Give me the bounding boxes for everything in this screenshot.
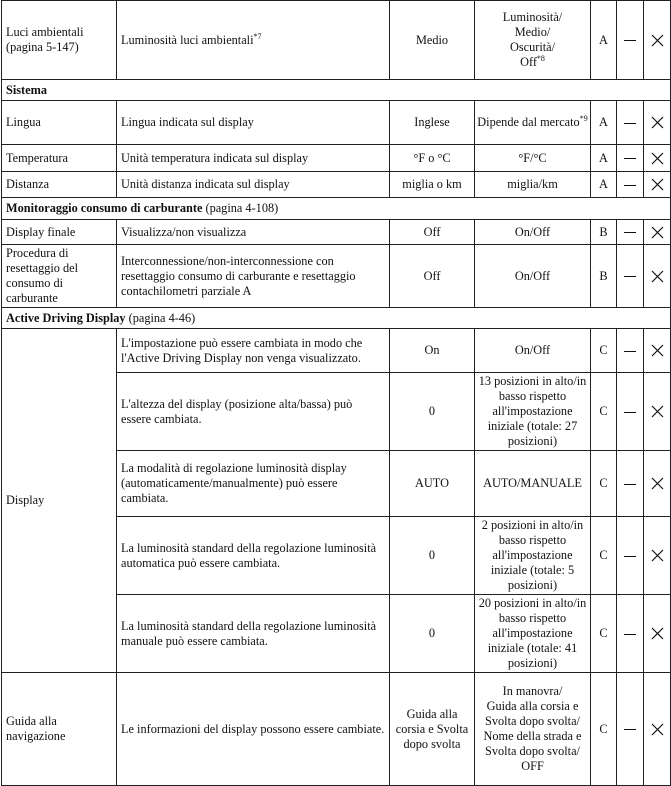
mode-cell: [591, 145, 617, 172]
item-description: [117, 101, 390, 145]
options-text: Luminosità/ Medio/ Oscurità/ Off: [502, 10, 563, 69]
unavailable-cell: [617, 101, 644, 145]
options-value: [475, 220, 591, 245]
item-description: [117, 245, 390, 308]
section-header: [2, 80, 671, 101]
description-text: Visualizza/non visualizza: [121, 224, 247, 239]
item-name: [2, 145, 117, 172]
table-row: [2, 329, 671, 373]
item-description: [117, 373, 390, 451]
section-row: [2, 80, 671, 101]
mode-cell: [591, 101, 617, 145]
default-text: Guida alla corsia e Svolta dopo svolta: [395, 706, 469, 751]
cross-icon: [651, 477, 664, 490]
item-name-text: Temperatura: [6, 150, 68, 165]
mode-cell: [591, 172, 617, 198]
description-text: Interconnessione/non-interconnessione con resettaggio consumo di carburante e resettaggio contachilometri parziale A: [121, 253, 356, 298]
default-value: [390, 1, 475, 80]
options-value: [475, 595, 591, 673]
options-text: On/Off: [514, 268, 551, 283]
footnote-marker: *9: [579, 113, 588, 123]
cross-icon: [651, 152, 664, 165]
default-value: [390, 595, 475, 673]
section-page-ref: (pagina 4-46): [125, 310, 196, 325]
options-value: [475, 517, 591, 595]
cross-icon: [651, 549, 664, 562]
cross-icon: [651, 226, 664, 239]
unavailable-cell: [617, 673, 644, 786]
item-name: [2, 220, 117, 245]
mode-letter: C: [599, 343, 608, 357]
item-name-text: Distanza: [6, 177, 50, 191]
mode-letter: A: [599, 115, 608, 129]
default-value: [390, 673, 475, 786]
item-name: [2, 172, 117, 198]
cross-icon: [651, 723, 664, 736]
unavailable-cell: [617, 373, 644, 451]
mode-letter: A: [599, 177, 608, 191]
table-row: [2, 172, 671, 198]
item-name-text: Procedura di resettaggio del consumo di carburante: [6, 246, 79, 305]
cross-icon: [651, 178, 664, 191]
mode-cell: [591, 517, 617, 595]
options-value: [475, 451, 591, 517]
item-name: [2, 673, 117, 786]
item-description: [117, 329, 390, 373]
settings-table: [1, 0, 671, 786]
default-value: [390, 451, 475, 517]
default-text: Medio: [415, 32, 449, 47]
dash-icon: [624, 556, 636, 557]
mode-letter: B: [599, 224, 608, 239]
item-name: [2, 245, 117, 308]
default-text: °F o °C: [413, 150, 451, 165]
cross-icon: [651, 270, 664, 283]
mode-letter: C: [599, 404, 608, 418]
options-value: [475, 373, 591, 451]
item-description: [117, 595, 390, 673]
cross-icon: [651, 627, 664, 640]
cross-icon: [651, 34, 664, 47]
unavailable-cell: [617, 220, 644, 245]
table-row: [2, 673, 671, 786]
default-value: [390, 101, 475, 145]
table-row: [2, 220, 671, 245]
options-value: [475, 1, 591, 80]
default-text: Off: [423, 224, 441, 239]
description-text: Unità temperatura indicata sul display: [121, 150, 309, 165]
not-applicable-cell: [644, 1, 671, 80]
mode-cell: [591, 245, 617, 308]
options-text: Dipende dal mercato: [477, 115, 580, 129]
mode-cell: [591, 673, 617, 786]
unavailable-cell: [617, 595, 644, 673]
default-text: 0: [428, 548, 436, 562]
mode-cell: [591, 451, 617, 517]
table-row: [2, 245, 671, 308]
unavailable-cell: [617, 517, 644, 595]
options-text: °F/°C: [518, 150, 547, 165]
item-description: [117, 451, 390, 517]
dash-icon: [624, 484, 636, 485]
section-title: Monitoraggio consumo di carburante: [6, 201, 203, 215]
options-text: miglia/km: [507, 177, 558, 191]
not-applicable-cell: [644, 329, 671, 373]
default-text: miglia o km: [402, 177, 462, 191]
item-name-text: Display finale: [6, 224, 76, 239]
default-text: AUTO: [415, 476, 449, 490]
section-title: Active Driving Display: [6, 310, 126, 325]
item-name: [2, 329, 117, 673]
description-text: La modalità di regolazione luminosità display (automaticamente/manualmente) può essere cambiata.: [121, 461, 347, 505]
description-text: Lingua indicata sul display: [121, 115, 254, 129]
default-text: Inglese: [414, 115, 450, 129]
dash-icon: [624, 276, 636, 277]
not-applicable-cell: [644, 595, 671, 673]
default-value: [390, 329, 475, 373]
item-description: [117, 145, 390, 172]
description-text: Luminosità luci ambientali: [121, 32, 254, 47]
mode-cell: [591, 220, 617, 245]
default-text: Off: [423, 268, 441, 283]
unavailable-cell: [617, 1, 644, 80]
mode-letter: C: [599, 548, 608, 562]
default-text: 0: [428, 626, 436, 640]
default-value: [390, 172, 475, 198]
item-name-text: Luci ambientali (pagina 5-147): [6, 25, 84, 54]
options-text: 2 posizioni in alto/in basso rispetto all'impostazione iniziale (totale: 5 posizioni): [481, 518, 584, 592]
item-name-text: Lingua: [6, 115, 41, 129]
settings-table-body: [2, 1, 671, 786]
footnote-marker: *8: [536, 53, 545, 63]
item-name-text: Guida alla navigazione: [6, 714, 66, 743]
item-description: [117, 517, 390, 595]
default-value: [390, 145, 475, 172]
section-row: [2, 198, 671, 220]
section-page-ref: (pagina 4-108): [202, 201, 279, 215]
unavailable-cell: [617, 245, 644, 308]
cross-icon: [651, 116, 664, 129]
mode-cell: [591, 329, 617, 373]
footnote-marker: *7: [253, 31, 262, 41]
cross-icon: [651, 344, 664, 357]
dash-icon: [624, 634, 636, 635]
section-header: [2, 198, 671, 220]
item-description: [117, 1, 390, 80]
item-name: [2, 101, 117, 145]
mode-letter: A: [599, 150, 608, 165]
item-description: [117, 673, 390, 786]
not-applicable-cell: [644, 245, 671, 308]
mode-letter: C: [599, 626, 608, 640]
options-value: [475, 101, 591, 145]
mode-cell: [591, 595, 617, 673]
mode-cell: [591, 373, 617, 451]
options-text: On/Off: [514, 224, 551, 239]
default-value: [390, 245, 475, 308]
not-applicable-cell: [644, 517, 671, 595]
description-text: L'impostazione può essere cambiata in modo che l'Active Driving Display non venga visualizzato.: [121, 335, 363, 365]
dash-icon: [624, 351, 636, 352]
not-applicable-cell: [644, 172, 671, 198]
item-description: [117, 220, 390, 245]
unavailable-cell: [617, 329, 644, 373]
dash-icon: [624, 185, 636, 186]
default-value: [390, 373, 475, 451]
dash-icon: [624, 123, 636, 124]
unavailable-cell: [617, 145, 644, 172]
section-row: [2, 308, 671, 329]
item-name-text: Display: [6, 493, 45, 507]
not-applicable-cell: [644, 101, 671, 145]
options-text: 20 posizioni in alto/in basso rispetto all'impostazione iniziale (totale: 41 posizioni): [478, 596, 587, 670]
dash-icon: [624, 412, 636, 413]
cross-icon: [651, 405, 664, 418]
description-text: La luminosità standard della regolazione luminosità manuale può essere cambiata.: [121, 618, 377, 648]
options-text: AUTO/MANUALE: [483, 476, 582, 490]
mode-letter: A: [599, 32, 608, 47]
options-text: 13 posizioni in alto/in basso rispetto all'impostazione iniziale (totale: 27 posizioni): [478, 374, 587, 448]
mode-cell: [591, 1, 617, 80]
options-value: [475, 329, 591, 373]
dash-icon: [624, 729, 636, 730]
description-text: Le informazioni del display possono essere cambiate.: [121, 721, 385, 736]
options-value: [475, 145, 591, 172]
dash-icon: [624, 232, 636, 233]
options-value: [475, 172, 591, 198]
section-title: Sistema: [6, 82, 47, 97]
not-applicable-cell: [644, 451, 671, 517]
options-text: On/Off: [514, 343, 551, 357]
description-text: La luminosità standard della regolazione luminosità automatica può essere cambiata.: [121, 540, 377, 570]
item-name: [2, 1, 117, 80]
unavailable-cell: [617, 451, 644, 517]
description-text: L'altezza del display (posizione alta/bassa) può essere cambiata.: [121, 396, 353, 426]
table-row: [2, 145, 671, 172]
mode-letter: C: [599, 721, 608, 736]
mode-letter: B: [599, 268, 608, 283]
default-value: [390, 517, 475, 595]
default-text: On: [424, 343, 440, 357]
not-applicable-cell: [644, 673, 671, 786]
table-row: [2, 1, 671, 80]
not-applicable-cell: [644, 220, 671, 245]
unavailable-cell: [617, 172, 644, 198]
options-value: [475, 673, 591, 786]
not-applicable-cell: [644, 373, 671, 451]
section-header: [2, 308, 671, 329]
dash-icon: [624, 158, 636, 159]
table-row: [2, 101, 671, 145]
options-text: In manovra/ Guida alla corsia e Svolta dopo svolta/ Nome della strada e Svolta dopo svolta/ OFF: [483, 684, 582, 773]
default-text: 0: [428, 404, 436, 418]
description-text: Unità distanza indicata sul display: [121, 177, 290, 191]
options-value: [475, 245, 591, 308]
dash-icon: [624, 40, 636, 41]
default-value: [390, 220, 475, 245]
item-description: [117, 172, 390, 198]
mode-letter: C: [599, 476, 608, 490]
not-applicable-cell: [644, 145, 671, 172]
